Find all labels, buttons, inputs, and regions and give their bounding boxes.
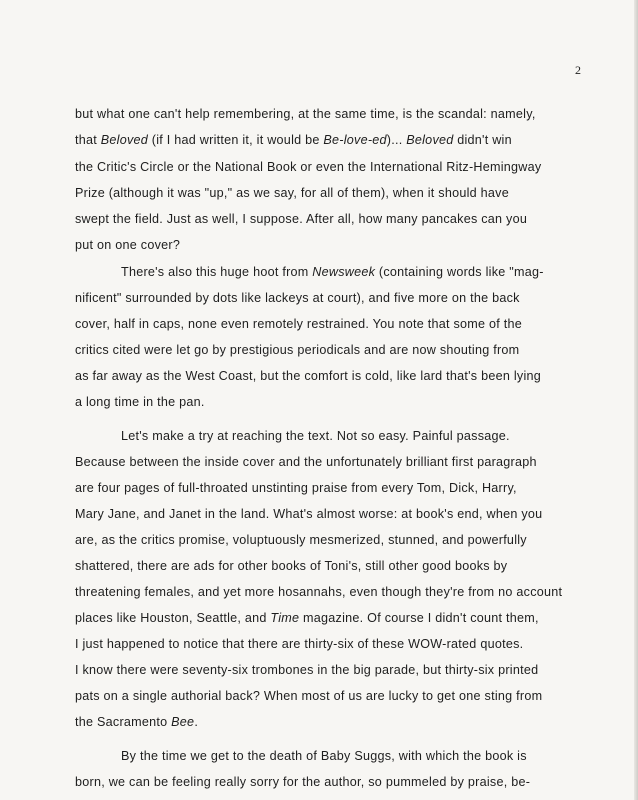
text-line: swept the field. Just as well, I suppose. After all, how many pancakes can you <box>75 212 528 226</box>
text-line: that Beloved (if I had written it, it would be Be-love-ed)... Beloved didn't win <box>75 133 512 147</box>
text-line: critics cited were let go by prestigious periodicals and are now shouting from <box>75 343 520 357</box>
text-line: the Sacramento Bee. <box>75 715 199 729</box>
page-edge <box>634 0 638 800</box>
text-line: shattered, there are ads for other books of Toni's, still other good books by <box>75 559 508 573</box>
text-line: Mary Jane, and Janet in the land. What's almost worse: at book's end, when you <box>75 507 543 521</box>
text-line: pats on a single authorial back? When most of us are lucky to get one sting from <box>75 689 543 703</box>
italic-title: Newsweek <box>312 265 376 279</box>
text-line: put on one cover? <box>75 238 181 252</box>
text-line: places like Houston, Seattle, and Time magazine. Of course I didn't count them, <box>75 611 539 625</box>
text-line: I know there were seventy-six trombones in the big parade, but thirty-six printed <box>75 663 539 677</box>
text-line: threatening females, and yet more hosannahs, even though they're from no account <box>75 585 563 599</box>
text-line: but what one can't help remembering, at the same time, is the scandal: namely, <box>75 107 536 121</box>
italic-title: Time <box>270 611 300 625</box>
text-line: are four pages of full-throated unstinting praise from every Tom, Dick, Harry, <box>75 481 517 495</box>
text-line: cover, half in caps, none even remotely restrained. You note that some of the <box>75 317 523 331</box>
text-line: are, as the critics promise, voluptuously mesmerized, stunned, and powerfully <box>75 533 527 547</box>
text-line: Because between the inside cover and the unfortunately brilliant first paragraph <box>75 455 537 469</box>
italic-title: Be-love-ed <box>323 133 387 147</box>
text-line: Prize (although it was "up," as we say, for all of them), when it should have <box>75 186 509 200</box>
text-line: nificent" surrounded by dots like lackeys at court), and five more on the back <box>75 291 520 305</box>
page-number: 2 <box>575 63 581 77</box>
text-line: a long time in the pan. <box>75 395 205 409</box>
text-line: There's also this huge hoot from Newsweek (containing words like "mag- <box>121 265 544 279</box>
italic-title: Beloved <box>406 133 454 147</box>
text-line: Let's make a try at reaching the text. Not so easy. Painful passage. <box>121 429 510 443</box>
text-line: By the time we get to the death of Baby Suggs, with which the book is <box>121 749 527 763</box>
text-line: born, we can be feeling really sorry for the author, so pummeled by praise, be- <box>75 775 531 789</box>
italic-title: Bee <box>171 715 195 729</box>
italic-title: Beloved <box>100 133 149 147</box>
text-line: as far away as the West Coast, but the comfort is cold, like lard that's been lying <box>75 369 542 383</box>
text-line: I just happened to notice that there are thirty-six of these WOW-rated quotes. <box>75 637 524 651</box>
text-line: the Critic's Circle or the National Book or even the International Ritz-Hemingway <box>75 160 542 174</box>
